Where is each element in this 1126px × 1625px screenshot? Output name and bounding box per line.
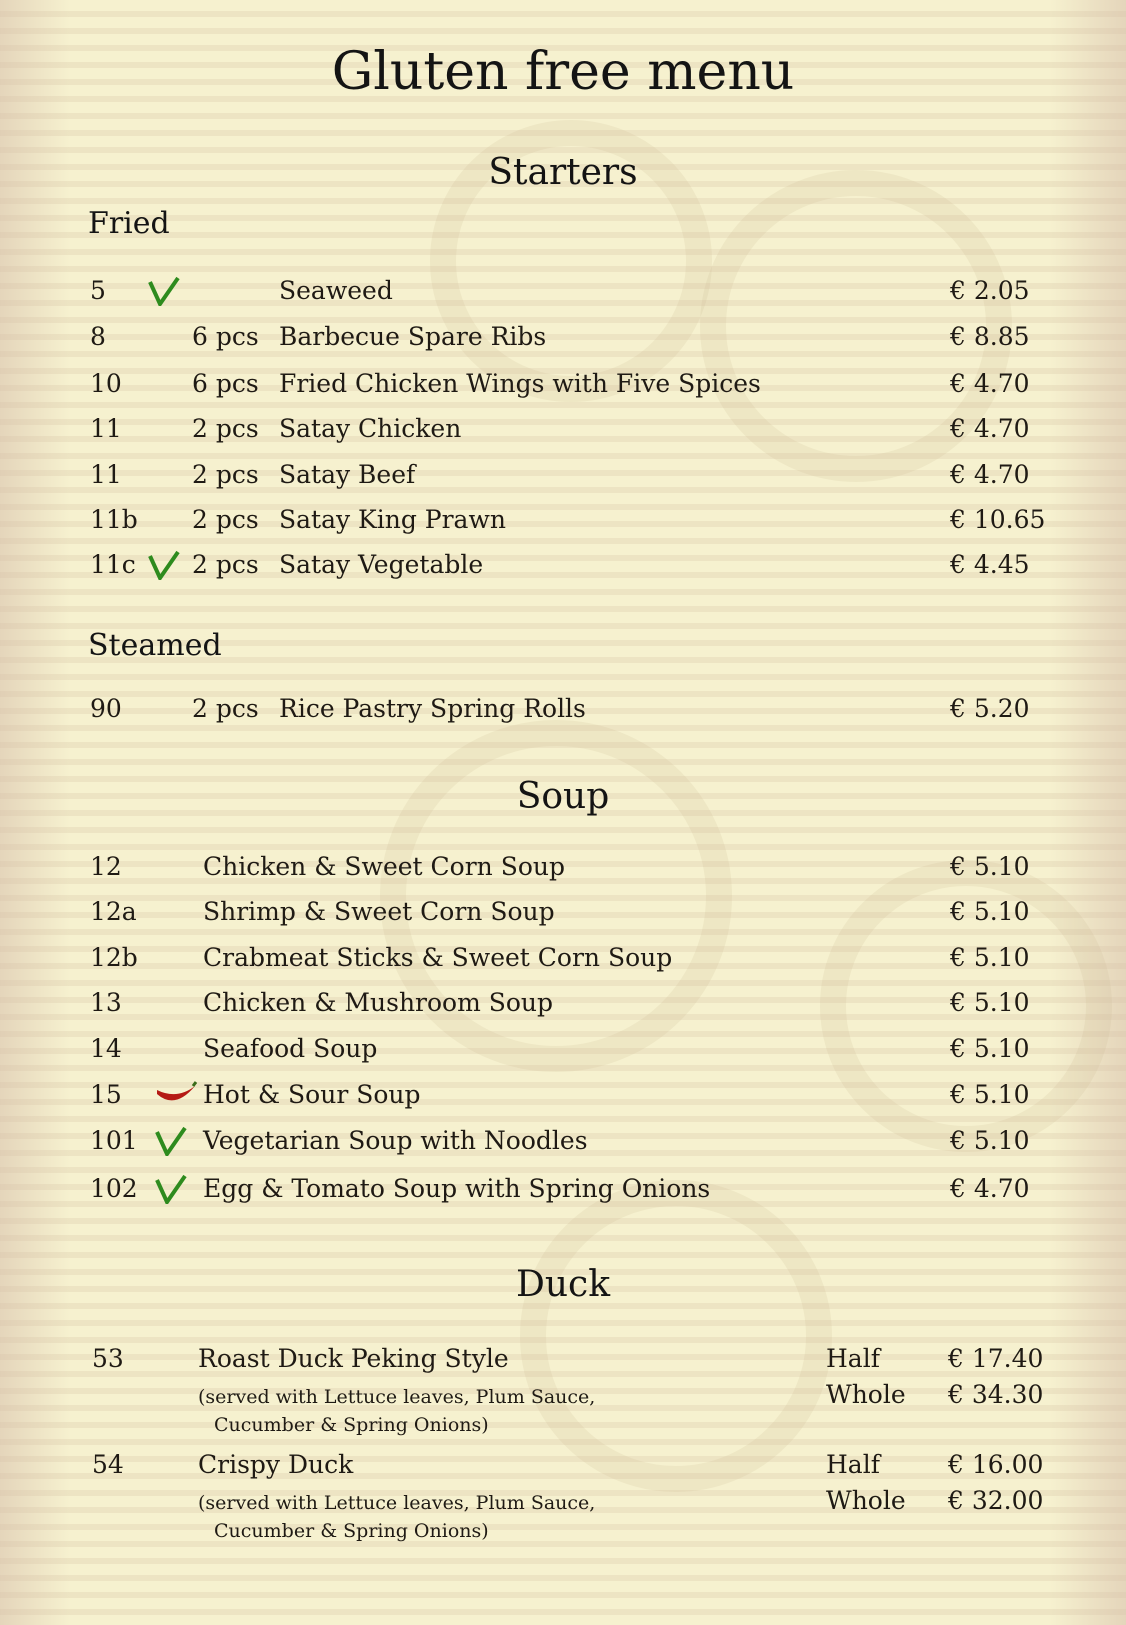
item-name: Egg & Tomato Soup with Spring Onions: [203, 1174, 711, 1203]
item-number: 15: [90, 1080, 122, 1109]
item-name: Satay Beef: [279, 460, 416, 489]
item-number: 11b: [90, 505, 138, 534]
menu-item: [0, 1080, 1126, 1120]
item-name: Satay King Prawn: [279, 505, 506, 534]
subsection-title-fried: Fried: [88, 206, 170, 241]
item-price: € 5.20: [950, 694, 1030, 723]
item-name: Barbecue Spare Ribs: [279, 322, 547, 351]
menu-item: [0, 897, 1126, 937]
price-whole: € 34.30: [948, 1380, 1044, 1409]
vegetarian-icon: [155, 1126, 189, 1162]
item-price: € 4.70: [950, 414, 1030, 443]
item-price: € 4.70: [950, 1174, 1030, 1203]
menu-item: [0, 1174, 1126, 1214]
floral-decoration: [520, 1180, 832, 1492]
item-price: € 5.10: [950, 1080, 1030, 1109]
item-name: Crabmeat Sticks & Sweet Corn Soup: [203, 943, 673, 972]
item-number: 13: [90, 988, 122, 1017]
item-price: € 8.85: [950, 322, 1030, 351]
menu-item: [0, 852, 1126, 892]
item-number: 90: [90, 694, 122, 723]
item-price: € 10.65: [950, 505, 1046, 534]
section-title-duck: Duck: [515, 1264, 611, 1305]
item-number: 54: [92, 1450, 124, 1479]
item-number: 5: [90, 276, 106, 305]
menu-item: [0, 460, 1126, 500]
item-name: Crispy Duck: [198, 1450, 354, 1479]
item-quantity: 2 pcs: [192, 505, 259, 534]
item-name: Rice Pastry Spring Rolls: [279, 694, 586, 723]
section-title-soup: Soup: [516, 776, 610, 817]
item-quantity: 6 pcs: [192, 369, 259, 398]
menu-item: [0, 322, 1126, 362]
item-number: 8: [90, 322, 106, 351]
item-note: Cucumber & Spring Onions): [214, 1520, 489, 1542]
menu-item: [0, 505, 1126, 545]
item-price: € 5.10: [950, 988, 1030, 1017]
item-price: € 5.10: [950, 1034, 1030, 1063]
menu-item: [0, 414, 1126, 454]
item-price: € 2.05: [950, 276, 1030, 305]
menu-item: [0, 943, 1126, 983]
vegetarian-icon: [155, 1174, 189, 1210]
item-name: Fried Chicken Wings with Five Spices: [279, 369, 761, 398]
item-price: € 4.70: [950, 369, 1030, 398]
page-title: Gluten free menu: [331, 42, 795, 102]
item-name: Satay Chicken: [279, 414, 462, 443]
item-name: Chicken & Mushroom Soup: [203, 988, 554, 1017]
menu-item: [0, 369, 1126, 409]
vegetarian-icon: [148, 550, 182, 586]
item-quantity: 2 pcs: [192, 694, 259, 723]
subsection-title-steamed: Steamed: [88, 628, 222, 663]
item-quantity: 2 pcs: [192, 460, 259, 489]
price-whole: € 32.00: [948, 1486, 1044, 1515]
item-name: Satay Vegetable: [279, 550, 484, 579]
portion-label-half: Half: [826, 1450, 880, 1479]
item-number: 12b: [90, 943, 138, 972]
item-name: Seafood Soup: [203, 1034, 378, 1063]
item-number: 102: [90, 1174, 138, 1203]
item-note: Cucumber & Spring Onions): [214, 1414, 489, 1436]
vegetarian-icon: [148, 276, 182, 312]
price-half: € 17.40: [948, 1344, 1044, 1373]
item-price: € 4.70: [950, 460, 1030, 489]
section-title-starters: Starters: [488, 152, 638, 193]
menu-item: [0, 276, 1126, 316]
item-name: Roast Duck Peking Style: [198, 1344, 509, 1373]
item-quantity: 2 pcs: [192, 414, 259, 443]
item-price: € 5.10: [950, 943, 1030, 972]
item-number: 12: [90, 852, 122, 881]
menu-item: [0, 1126, 1126, 1166]
item-price: € 5.10: [950, 1126, 1030, 1155]
portion-label-whole: Whole: [826, 1380, 906, 1409]
item-name: Vegetarian Soup with Noodles: [203, 1126, 588, 1155]
item-number: 101: [90, 1126, 138, 1155]
menu-item: [0, 550, 1126, 590]
price-half: € 16.00: [948, 1450, 1044, 1479]
menu-item: [0, 694, 1126, 734]
item-number: 11: [90, 414, 122, 443]
chili-icon: [155, 1080, 197, 1116]
item-name: Seaweed: [279, 276, 393, 305]
item-note: (served with Lettuce leaves, Plum Sauce,: [198, 1492, 596, 1514]
item-name: Shrimp & Sweet Corn Soup: [203, 897, 555, 926]
item-number: 12a: [90, 897, 137, 926]
portion-label-whole: Whole: [826, 1486, 906, 1515]
item-quantity: 6 pcs: [192, 322, 259, 351]
item-name: Hot & Sour Soup: [203, 1080, 421, 1109]
item-quantity: 2 pcs: [192, 550, 259, 579]
item-number: 14: [90, 1034, 122, 1063]
portion-label-half: Half: [826, 1344, 880, 1373]
item-note: (served with Lettuce leaves, Plum Sauce,: [198, 1386, 596, 1408]
item-price: € 4.45: [950, 550, 1030, 579]
menu-item: [0, 988, 1126, 1028]
item-name: Chicken & Sweet Corn Soup: [203, 852, 565, 881]
item-number: 11c: [90, 550, 136, 579]
item-price: € 5.10: [950, 897, 1030, 926]
item-number: 11: [90, 460, 122, 489]
item-price: € 5.10: [950, 852, 1030, 881]
menu-item: [0, 1034, 1126, 1074]
item-number: 10: [90, 369, 122, 398]
item-number: 53: [92, 1344, 124, 1373]
